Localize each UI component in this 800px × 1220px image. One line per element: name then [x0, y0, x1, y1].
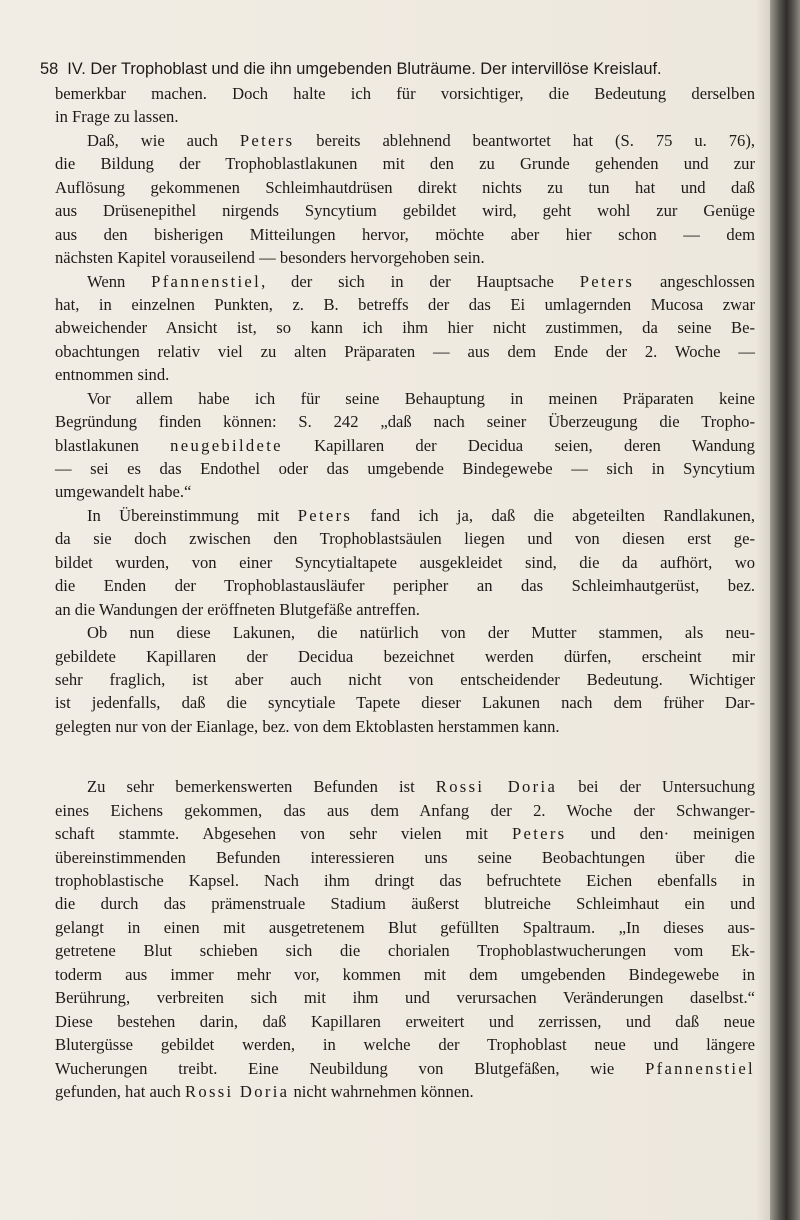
text-run: — sei es das Endothel oder das umgebende Bindegewebe — sich in Syncytium: [55, 459, 755, 478]
text-run: obachtungen relativ viel zu alten Präparaten — aus dem Ende der 2. Woche —: [55, 341, 755, 361]
spaced-name: Pfannenstiel: [645, 1058, 755, 1078]
text-line: [55, 270, 755, 293]
text-run: Ob nun diese Lakunen, die natürlich von der Mutter stammen, als neu-: [87, 623, 755, 643]
text-line: [55, 316, 755, 339]
spaced-name: Peters: [297, 505, 353, 525]
text-run: hat, in einzelnen Punkten, z. B. betreffs der das Ei umlagernden Mucosa zwar: [55, 294, 755, 314]
text-run: Wucherungen treibt. Eine Neubildung von Blutgefäßen, wie: [55, 1058, 646, 1078]
text-run: Daß, wie auch: [87, 130, 240, 150]
text-line: [55, 1057, 755, 1080]
spaced-name: neugebildete: [170, 435, 283, 455]
text-run: bei der Untersuchung: [557, 777, 755, 797]
text-run: abweichender Ansicht ist, so kann ich ihm hier nicht zustimmen, da seine Be-: [55, 318, 755, 338]
book-edge: [770, 0, 800, 1220]
text-line: [55, 551, 755, 574]
text-line: [55, 574, 755, 597]
running-head: [40, 58, 760, 80]
text-run: blastlakunen: [55, 435, 171, 455]
text-line: [55, 846, 755, 869]
text-run: Zu sehr bemerkenswerten Befunden ist: [87, 777, 436, 797]
text-line: [55, 457, 755, 480]
text-run: die Bildung der Trophoblastlakunen mit den zu Grunde gehenden und zur: [55, 154, 755, 174]
text-run: übereinstimmenden Befunden interessieren uns seine Beobachtungen über die: [55, 847, 755, 867]
text-line: [55, 916, 755, 939]
text-line: [55, 223, 755, 246]
text-line: [55, 668, 755, 691]
text-line: [55, 621, 755, 644]
text-run: bildet wurden, von einer Syncytialtapete ausgekleidet sind, die da aufhört, wo: [55, 552, 755, 572]
text-line: [55, 691, 755, 714]
text-run: gelangt in einen mit ausgetretenem Blut gefüllten Spaltraum. „In dieses aus-: [55, 917, 755, 937]
text-line: [55, 799, 755, 822]
text-run: gefunden, hat auch: [55, 1081, 185, 1101]
text-line: [55, 434, 755, 457]
text-run: Vor allem habe ich für seine Behauptung in meinen Präparaten keine: [87, 388, 755, 408]
text-run: in Frage zu lassen.: [55, 107, 179, 127]
text-run: fand ich ja, daß die abgeteilten Randlakunen,: [352, 505, 755, 525]
text-run: nicht wahrnehmen können.: [289, 1081, 474, 1101]
text-run: sehr fraglich, ist aber auch nicht von entscheidender Bedeutung. Wichtiger: [55, 669, 755, 689]
text-line: [55, 775, 755, 798]
text-run: angeschlossen: [634, 271, 755, 291]
text-run: Auflösung gekommenen Schleimhautdrüsen direkt nichts zu tun hat und daß: [55, 177, 755, 197]
spaced-name: Peters: [239, 130, 295, 150]
text-line: [55, 822, 755, 845]
spaced-name: Rossi Doria: [435, 777, 558, 797]
body-text: [55, 82, 755, 1103]
text-run: Begründung finden können: S. 242 „daß nach seiner Überzeugung die Tropho-: [55, 412, 755, 432]
text-line: [55, 363, 755, 386]
text-run: Berührung, verbreiten sich mit ihm und verursachen Veränderungen daselbst.“: [55, 988, 755, 1008]
text-line: [55, 387, 755, 410]
spaced-name: Pfannenstiel: [151, 271, 262, 291]
text-line: [55, 176, 755, 199]
text-line: [55, 293, 755, 316]
page-gutter-shadow: [756, 0, 770, 1220]
text-line: [55, 939, 755, 962]
text-line: [55, 869, 755, 892]
text-line: [55, 1033, 755, 1056]
text-run: schaft stammte. Abgesehen von sehr vielen mit: [55, 824, 512, 844]
chapter-title: IV. Der Trophoblast und die ihn umgebenden Bluträume. Der intervillöse Kreislauf.: [67, 60, 662, 78]
text-run: gebildete Kapillaren der Decidua bezeichnet werden dürfen, erscheint mir: [55, 646, 755, 666]
text-line: [55, 1080, 755, 1103]
text-run: bemerkbar machen. Doch halte ich für vorsichtiger, die Bedeutung derselben: [55, 84, 755, 103]
text-run: nächsten Kapitel vorauseilend — besonders hervorgehoben sein.: [55, 248, 485, 268]
text-run: Blutergüsse gebildet werden, in welche der Trophoblast neue und längere: [55, 1035, 755, 1055]
text-line: [55, 199, 755, 222]
spaced-name: Peters: [511, 824, 567, 844]
text-run: aus Drüsenepithel nirgends Syncytium gebildet wird, geht wohl zur Genüge: [55, 201, 755, 221]
text-run: gelegten nur von der Eianlage, bez. von dem Ektoblasten herstammen kann.: [55, 716, 560, 736]
text-line: [55, 892, 755, 915]
text-run: da sie doch zwischen den Trophoblastsäulen liegen und von diesen erst ge-: [55, 529, 755, 549]
text-run: entnommen sind.: [55, 365, 170, 385]
text-line: [55, 480, 755, 503]
text-run: ist jedenfalls, daß die syncytiale Tapete dieser Lakunen nach dem früher Dar-: [55, 693, 755, 713]
text-line: [55, 152, 755, 175]
text-run: an die Wandungen der eröffneten Blutgefäße antreffen.: [55, 599, 420, 619]
text-line: [55, 986, 755, 1009]
text-run: In Übereinstimmung mit: [87, 505, 298, 525]
text-line: [55, 410, 755, 433]
text-line: [55, 105, 755, 128]
text-line: [55, 129, 755, 152]
text-line: [55, 527, 755, 550]
text-run: , der sich in der Hauptsache: [261, 271, 580, 291]
text-line: [55, 645, 755, 668]
text-run: aus den bisherigen Mitteilungen hervor, möchte aber hier schon — dem: [55, 224, 755, 244]
paragraph-gap: [55, 738, 755, 775]
text-run: die durch das prämenstruale Stadium äußerst blutreiche Schleimhaut ein und: [55, 894, 755, 914]
spaced-name: Rossi Doria: [184, 1081, 290, 1101]
text-run: Diese bestehen darin, daß Kapillaren erweitert und zerrissen, und daß neue: [55, 1011, 755, 1031]
text-line: [55, 340, 755, 363]
text-run: Wenn: [87, 271, 152, 291]
text-line: [55, 82, 755, 105]
page-number: 58: [40, 60, 59, 78]
text-run: trophoblastische Kapsel. Nach ihm dringt das befruchtete Eichen ebenfalls in: [55, 871, 755, 890]
text-line: [55, 715, 755, 738]
text-run: toderm aus immer mehr vor, kommen mit dem umgebenden Bindegewebe in: [55, 964, 755, 984]
text-run: umgewandelt habe.“: [55, 482, 192, 502]
spaced-name: Peters: [579, 271, 635, 291]
text-line: [55, 598, 755, 621]
text-line: [55, 246, 755, 269]
text-run: und den· meinigen: [566, 824, 755, 844]
text-line: [55, 963, 755, 986]
text-line: [55, 504, 755, 527]
text-line: [55, 1010, 755, 1033]
text-run: die Enden der Trophoblastausläufer peripher an das Schleimhautgerüst, bez.: [55, 576, 755, 596]
text-run: getretene Blut schieben sich die chorialen Trophoblastwucherungen vom Ek-: [55, 941, 755, 961]
text-run: eines Eichens gekommen, das aus dem Anfang der 2. Woche der Schwanger-: [55, 800, 755, 820]
text-run: bereits ablehnend beantwortet hat (S. 75 u. 76),: [294, 130, 755, 150]
text-run: Kapillaren der Decidua seien, deren Wandung: [282, 435, 755, 455]
